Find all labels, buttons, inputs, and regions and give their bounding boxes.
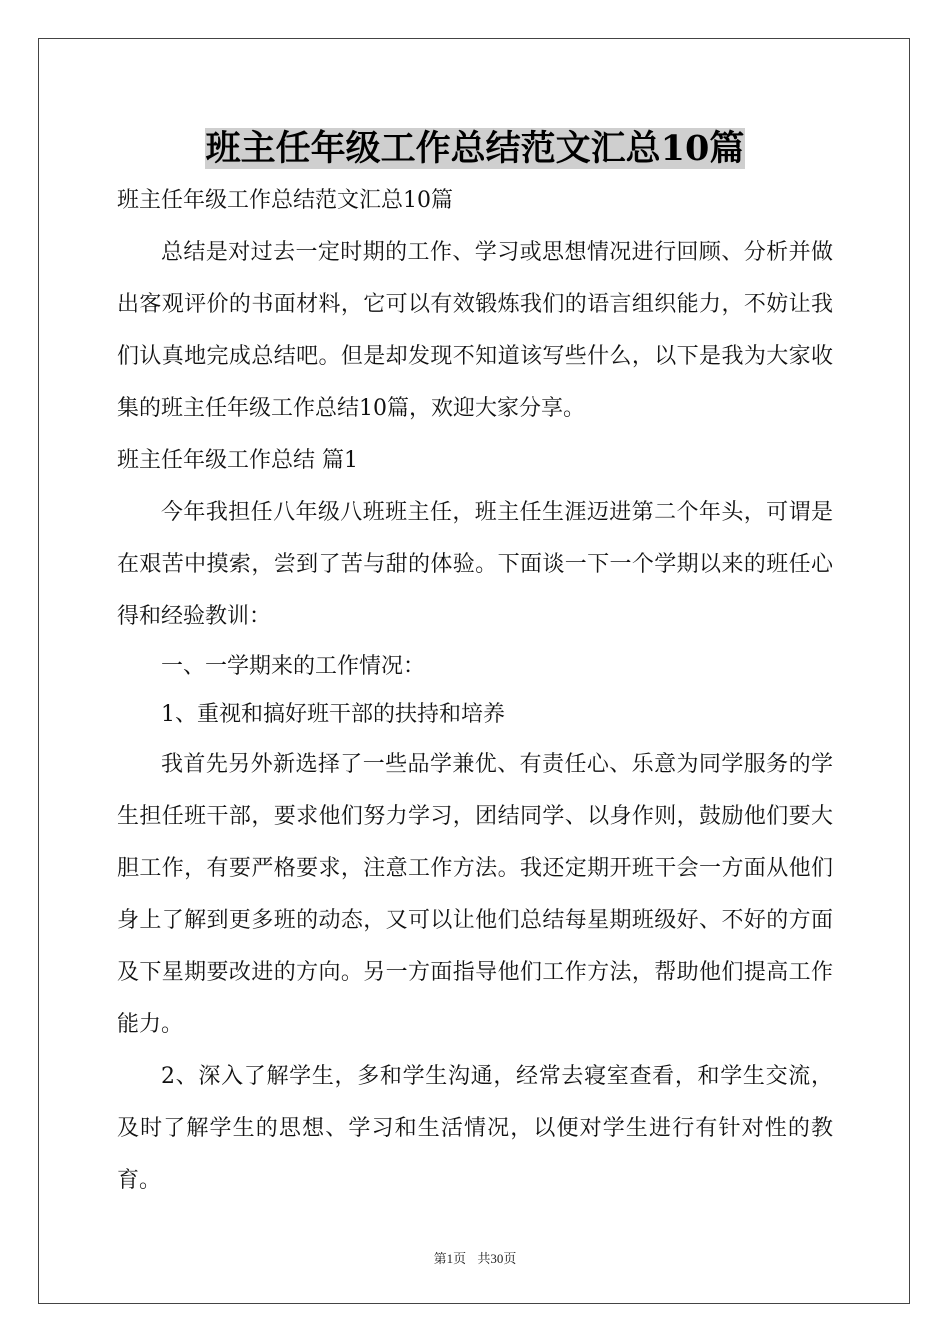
document-title [0,126,950,172]
paragraph-body: 2、深入了解学生，多和学生沟通，经常去寝室查看，和学生交流，及时了解学生的思想、学习和生活情况，以便对学生进行有针对性的教育。 [117,1064,833,1193]
page-number: 第1页 [433,1251,467,1266]
paragraph-intro: 总结是对过去一定时期的工作、学习或思想情况进行回顾、分析并做出客观评价的书面材料，它可以有效锻炼我们的语言组织能力，不妨让我们认真地完成总结吧。但是却发现不知道该写些什么，以下是我为大家收集的班主任年级工作总结10篇，欢迎大家分享。 [117,240,833,421]
paragraph-body: 我首先另外新选择了一些品学兼优、有责任心、乐意为同学服务的学生担任班干部，要求他们努力学习，团结同学、以身作则，鼓励他们要大胆工作，有要严格要求，注意工作方法。我还定期开班干会一方面从他们身上了解到更多班的动态，又可以让他们总结每星期班级好、不好的方面及下星期要改进的方向。另一方面指导他们工作方法，帮助他们提高工作能力。 [117,752,833,1037]
paragraph-body: 今年我担任八年级八班班主任，班主任生涯迈进第二个年头，可谓是在艰苦中摸索，尝到了苦与甜的体验。下面谈一下一个学期以来的班任心得和经验教训： [117,500,833,629]
list-heading: 一、一学期来的工作情况： [161,654,426,679]
document-body [117,175,833,1207]
page-total: 共30页 [477,1251,517,1266]
section-heading: 班主任年级工作总结 篇1 [117,448,358,473]
list-item-heading: 1、重视和搞好班干部的扶持和培养 [161,702,505,727]
document-title-text: 班主任年级工作总结范文汇总10篇 [205,128,745,169]
paragraph-subtitle: 班主任年级工作总结范文汇总10篇 [117,188,453,213]
page-footer [0,1248,950,1267]
